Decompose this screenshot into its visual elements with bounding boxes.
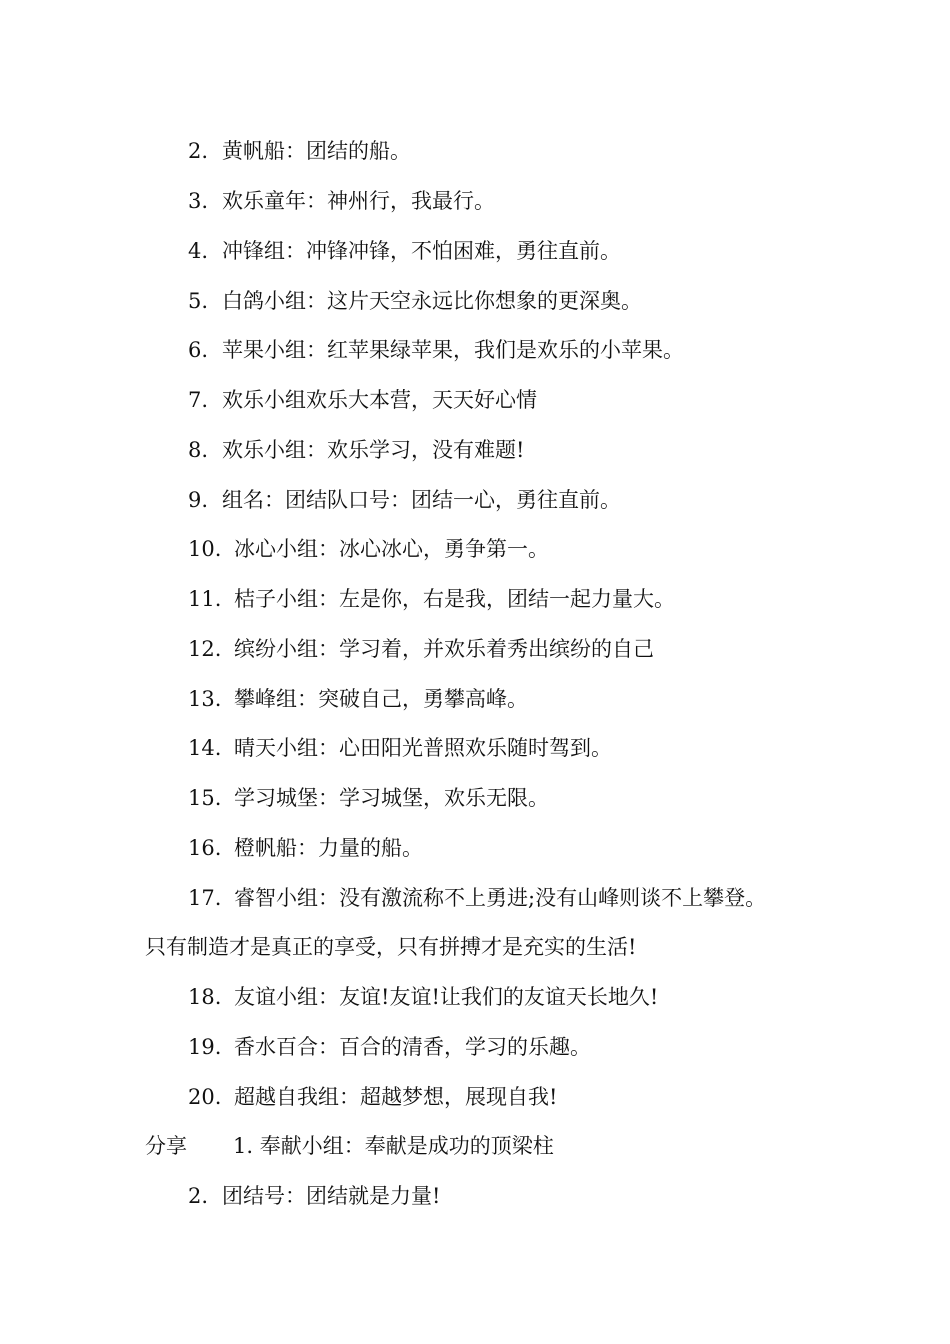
list-item — [188, 1032, 591, 1062]
list-item — [188, 783, 549, 813]
list-item-text: 友谊小组：友谊!友谊!让我们的友谊天长地久! — [234, 985, 659, 1009]
list-item-number: 7. — [188, 388, 209, 412]
list-item-text: 欢乐小组：欢乐学习，没有难题! — [222, 438, 525, 462]
list-item — [188, 435, 524, 465]
list-item-number: 3. — [188, 189, 209, 213]
list-item-number: 11. — [188, 587, 222, 611]
list-item — [188, 1181, 440, 1211]
list-item-number: 6. — [188, 338, 209, 362]
list-item — [188, 485, 621, 515]
list-item-text: 欢乐小组欢乐大本营，天天好心情 — [222, 388, 537, 412]
list-item-text: 香水百合：百合的清香，学习的乐趣。 — [234, 1035, 591, 1059]
list-item-text: 冰心小组：冰心冰心，勇争第一。 — [234, 537, 549, 561]
list-item-number: 17. — [188, 886, 222, 910]
list-item-number: 12. — [188, 637, 222, 661]
list-item-text: 攀峰组：突破自己，勇攀高峰。 — [234, 687, 528, 711]
list-item-number: 10. — [188, 537, 222, 561]
list-item — [188, 1082, 557, 1112]
list-item-number: 18. — [188, 985, 222, 1009]
list-item-text: 学习城堡：学习城堡，欢乐无限。 — [234, 786, 549, 810]
list-item — [188, 733, 612, 763]
list-item-text: 团结号：团结就是力量! — [222, 1184, 441, 1208]
list-item-text: 组名：团结队口号：团结一心，勇往直前。 — [222, 488, 621, 512]
list-item-text: 冲锋组：冲锋冲锋，不怕困难，勇往直前。 — [222, 239, 621, 263]
section-line — [145, 1131, 554, 1161]
list-item — [188, 634, 654, 664]
list-item — [188, 385, 537, 415]
list-item-text: 苹果小组：红苹果绿苹果，我们是欢乐的小苹果。 — [222, 338, 684, 362]
list-item-text: 桔子小组：左是你，右是我，团结一起力量大。 — [234, 587, 675, 611]
list-item — [188, 982, 658, 1012]
list-item-number: 2. — [188, 1184, 209, 1208]
list-item-text: 白鸽小组：这片天空永远比你想象的更深奥。 — [222, 289, 642, 313]
list-item-text: 1. 奉献小组：奉献是成功的顶梁柱 — [233, 1134, 554, 1158]
list-item-number: 14. — [188, 736, 222, 760]
list-item-text: 缤纷小组：学习着，并欢乐着秀出缤纷的自己 — [234, 637, 654, 661]
list-item — [188, 335, 684, 365]
list-item-number: 20. — [188, 1085, 222, 1109]
continuation-line — [145, 932, 636, 962]
list-item-number: 4. — [188, 239, 209, 263]
list-item — [188, 883, 766, 913]
list-item-number: 16. — [188, 836, 222, 860]
list-item-text: 超越自我组：超越梦想，展现自我! — [234, 1085, 558, 1109]
list-item-text: 黄帆船：团结的船。 — [222, 139, 411, 163]
list-item-number: 13. — [188, 687, 222, 711]
list-item — [188, 136, 411, 166]
list-item-number: 9. — [188, 488, 209, 512]
list-item-number: 5. — [188, 289, 209, 313]
list-item-number: 8. — [188, 438, 209, 462]
list-item — [188, 833, 423, 863]
list-item — [188, 236, 621, 266]
list-item — [188, 534, 549, 564]
list-item-text: 橙帆船：力量的船。 — [234, 836, 423, 860]
list-item-text: 晴天小组：心田阳光普照欢乐随时驾到。 — [234, 736, 612, 760]
list-item — [188, 684, 528, 714]
list-item-text: 睿智小组：没有激流称不上勇进;没有山峰则谈不上攀登。 — [234, 886, 767, 910]
list-item-text: 欢乐童年：神州行，我最行。 — [222, 189, 495, 213]
list-item — [188, 186, 495, 216]
list-item-number: 15. — [188, 786, 222, 810]
list-item — [188, 286, 642, 316]
list-item — [188, 584, 675, 614]
section-label: 分享 — [145, 1134, 187, 1158]
list-item-text: 只有制造才是真正的享受，只有拼搏才是充实的生活! — [145, 935, 637, 959]
list-item-number: 19. — [188, 1035, 222, 1059]
list-item-number: 2. — [188, 139, 209, 163]
